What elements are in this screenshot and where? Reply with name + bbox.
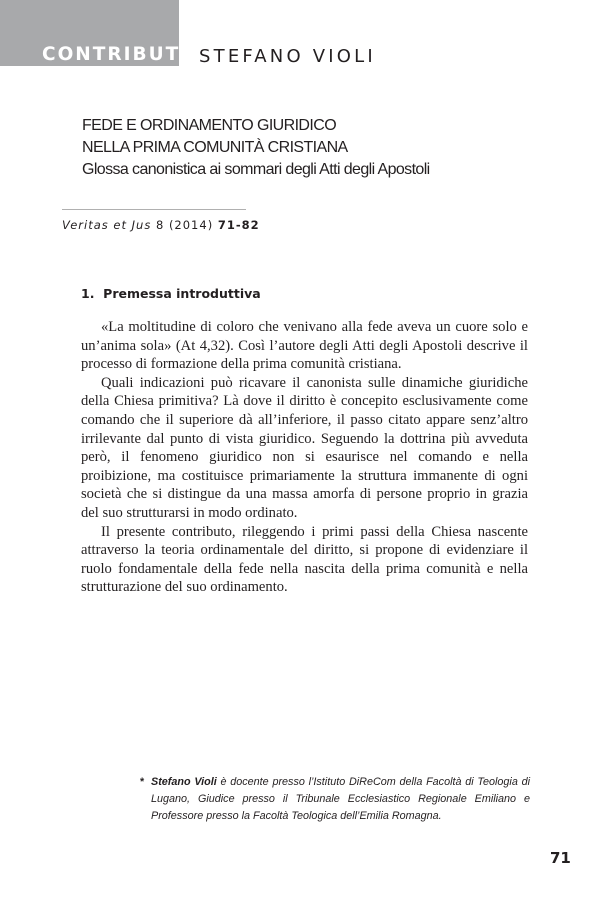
article-subtitle: Glossa canonistica ai sommari degli Atti degli Apostoli <box>82 161 430 178</box>
footnote-body: è docente presso l’Istituto DiReCom della Facoltà di Teologia di Lugano, Giudice presso il Tribunale Ecclesiastico Regionale Emiliano e Professore presso la Facoltà Teologica dell’Emilia Romagna. <box>151 776 530 822</box>
paragraph-3: Il presente contributo, rileggendo i primi passi della Chiesa nascente attraverso la teoria ordinamentale del diritto, si propone di evidenziare il ruolo fondamentale della fede nella nascita della prima comunità e nella strutturazione del suo ordinamento. <box>81 523 528 596</box>
journal-pages: 71-82 <box>217 218 260 232</box>
footnote-text <box>151 774 530 825</box>
section-heading <box>81 286 261 301</box>
title-divider <box>62 209 246 210</box>
journal-citation <box>62 218 260 232</box>
title-line-1: FEDE E ORDINAMENTO GIURIDICO <box>82 117 337 134</box>
journal-name: Veritas et Jus <box>62 218 152 232</box>
article-title <box>82 115 430 181</box>
footnote-author: Stefano Violi <box>151 776 217 788</box>
header-author: STEFANO VIOLI <box>199 46 376 67</box>
journal-volume-year: 8 (2014) <box>155 218 214 232</box>
body-text <box>81 318 528 597</box>
section-title: Premessa introduttiva <box>103 286 261 301</box>
paragraph-1: «La moltitudine di coloro che venivano alla fede aveva un cuore solo e un’anima sola» (At 4,32). Così l’autore degli Atti degli Apostoli descrive il processo di formazione della prima comunità cristiana. <box>81 319 528 373</box>
footnote-marker: * <box>140 776 145 788</box>
section-number: 1. <box>81 286 95 301</box>
footnote <box>140 774 530 825</box>
title-line-2: NELLA PRIMA COMUNITÀ CRISTIANA <box>82 139 348 156</box>
section-label: CONTRIBUTI <box>42 44 190 65</box>
paragraph-2: Quali indicazioni può ricavare il canonista sulle dinamiche giuridiche della Chiesa primitiva? Là dove il diritto è concepito esclusivamente come comando che il superiore dà all’inferiore, il passo citato appare senz’altro irrilevante dal punto di vista giuridico. Seguendo la dottrina più avveduta però, il fenomeno giuridico non si esaurisce nel comando e nella proibizione, ma costituisce primariamente la struttura immanente di ogni società che si distingue da una massa amorfa di persone proprio in grazia del suo strutturarsi in modo ordinato. <box>81 374 528 521</box>
page-number: 71 <box>550 849 571 867</box>
